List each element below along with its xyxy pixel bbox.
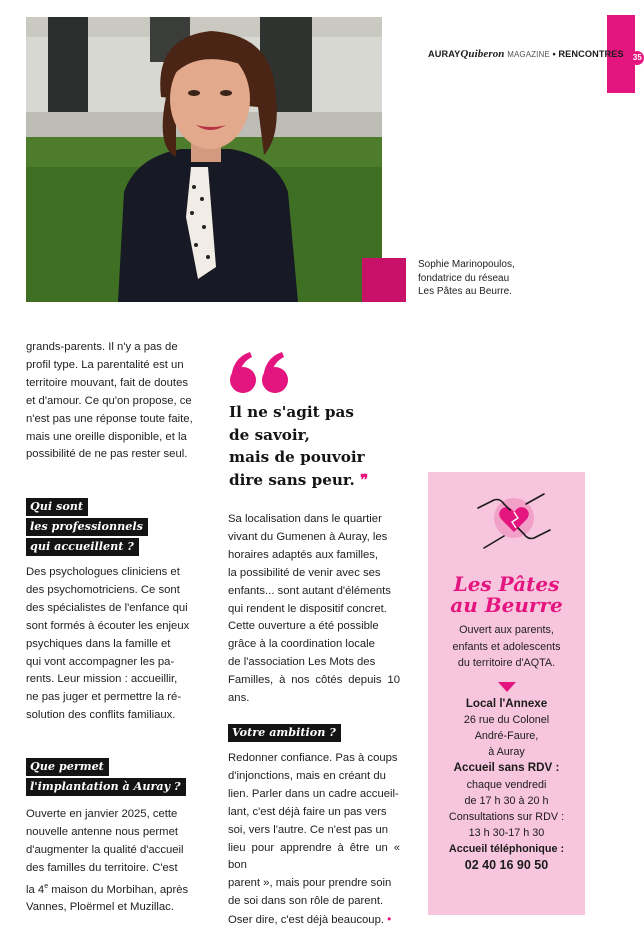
text-line: et d'amour. Ce qu'on propose, ce: [26, 394, 192, 407]
question-line: Que permet: [26, 758, 109, 776]
text-fragment: Oser dire, c'est déjà beaucoup.: [228, 914, 385, 927]
text-line: n'est pas une réponse toute faite,: [26, 412, 193, 425]
quote-line-text: dire sans peur.: [229, 470, 355, 489]
text-fragment: la 4: [26, 883, 45, 896]
question-line: les professionnels: [26, 518, 148, 536]
quote-line: Il ne s'agit pas: [229, 403, 354, 421]
phone-title: Accueil téléphonique :: [448, 842, 565, 855]
text-line: horaires adaptés aux familles,: [228, 548, 379, 561]
text-line: nouvelle antenne nous permet: [26, 825, 178, 838]
caption-line: fondatrice du réseau: [418, 272, 510, 284]
text-line: parent », mais pour prendre soin: [228, 877, 392, 890]
brand-magazine: MAGAZINE: [507, 50, 550, 59]
photo-caption: [418, 258, 538, 299]
sidebar-description: [428, 622, 585, 672]
text-line: Des psychologues cliniciens et: [26, 566, 180, 578]
caption-line: Les Pâtes au Beurre.: [418, 286, 512, 297]
magazine-header: [428, 48, 642, 65]
title-line: au Beurre: [450, 593, 563, 617]
text-line: possibilité de ne pas rester seul.: [26, 448, 188, 461]
text-line: soi, vers l'autre. Ce n'est pas un: [228, 823, 389, 836]
question-line: qui accueillent ?: [26, 538, 139, 556]
text-line: psychiques dans la famille et: [26, 637, 171, 650]
brand-auray: AURAY: [428, 49, 461, 59]
question-line: l'implantation à Auray ?: [26, 778, 186, 796]
text-line: qui rendent le dispositif concret.: [228, 602, 387, 615]
end-dot-icon: •: [387, 912, 392, 927]
quote-open-icon: [228, 350, 292, 394]
text-line: la possibilité de venir avec ses: [228, 566, 381, 579]
text-line: Vannes, Ploërmel et Muzillac.: [26, 901, 174, 914]
text-line: enfants... sont autant d'éléments: [228, 584, 391, 597]
question-heading-professionals: [26, 497, 206, 557]
text-line: d'injonctions, mais en créant du: [228, 769, 386, 782]
text-line: rents. Leur mission : accueillir,: [26, 673, 178, 686]
consult-line: 13 h 30-17 h 30: [468, 826, 545, 839]
text-line: des familles du territoire. C'est: [26, 861, 178, 874]
walkin-title: Accueil sans RDV :: [453, 761, 560, 774]
text-line: [26, 878, 202, 900]
answer-ambition: [228, 750, 400, 930]
caption-line: Sophie Marinopoulos,: [418, 259, 515, 270]
address-line: André-Faure,: [474, 730, 539, 742]
consult-line: Consultations sur RDV :: [448, 810, 565, 823]
text-line: d'augmenter la qualité d'accueil: [26, 843, 184, 856]
question-heading-ambition: [228, 723, 341, 743]
desc-line: Ouvert aux parents,: [459, 624, 554, 636]
desc-line: enfants et adolescents: [452, 640, 561, 653]
section-name: • RENCONTRES: [552, 49, 624, 59]
text-line: lant, c'est déjà faire un pas vers: [228, 805, 387, 818]
text-line: de l'association Les Mots des: [228, 656, 376, 669]
text-line: grâce à la coordination locale: [228, 638, 375, 651]
desc-line: du territoire d'AQTA.: [457, 657, 556, 669]
text-line: Sa localisation dans le quartier: [228, 513, 382, 525]
ordinal-suffix: e: [44, 882, 49, 890]
text-line: qui vont accompagner les pa-: [26, 655, 175, 668]
pull-quote: [229, 401, 404, 491]
walkin-line: chaque vendredi: [466, 778, 547, 791]
text-line: [228, 911, 400, 930]
text-line: Familles, à nos côtés depuis 10 ans.: [228, 674, 400, 705]
text-line: Cette ouverture a été possible: [228, 620, 379, 633]
portrait-illustration: [26, 17, 382, 302]
portrait-photo: [26, 17, 382, 302]
location-paragraph: [228, 511, 400, 708]
text-fragment: maison du Morbihan, après: [51, 883, 189, 896]
text-line: sont formés à écouter les enjeux: [26, 619, 190, 632]
address-line: à Auray: [488, 746, 525, 758]
sidebar-title: [428, 574, 585, 616]
brand-quiberon: Quiberon: [460, 48, 505, 60]
text-line: Ouverte en janvier 2025, cette: [26, 808, 178, 820]
intro-paragraph: [26, 339, 202, 464]
answer-professionals: [26, 564, 202, 725]
text-line: de soi dans son rôle de parent.: [228, 895, 384, 908]
walkin-line: de 17 h 30 à 20 h: [464, 794, 549, 807]
column-left: [26, 339, 202, 464]
text-line: lieu pour apprendre à être un « bon: [228, 841, 400, 872]
text-line: des psychomotriciens. Ce sont: [26, 583, 180, 596]
text-line: Redonner confiance. Pas à coups: [228, 752, 398, 764]
text-line: territoire mouvant, fait de doutes: [26, 376, 189, 389]
text-line: ne pas juger et permettre la ré-: [26, 691, 182, 704]
question-heading-auray: [26, 757, 216, 797]
question-line: Qui sont: [26, 498, 88, 516]
text-line: des spécialistes de l'enfance qui: [26, 601, 188, 614]
answer-auray: [26, 806, 202, 917]
text-line: solution des conflits familiaux.: [26, 709, 176, 722]
heart-hands-logo-icon: [474, 488, 554, 556]
text-line: lien. Parler dans un cadre accueil-: [228, 787, 399, 800]
page-number: 35: [630, 51, 644, 65]
address-line: 26 rue du Colonel: [463, 714, 550, 726]
text-line: grands-parents. Il n'y a pas de: [26, 341, 178, 353]
text-line: vivant du Gumenen à Auray, les: [228, 530, 388, 543]
title-line: Les Pâtes: [453, 572, 560, 596]
caption-color-block: [362, 258, 406, 302]
question-line: Votre ambition ?: [228, 724, 341, 742]
text-line: profil type. La parentalité est un: [26, 358, 184, 371]
quote-line: [229, 469, 404, 492]
down-arrow-icon: [498, 682, 516, 692]
phone-number: 02 40 16 90 50: [464, 857, 549, 872]
quote-close-icon: ❞: [360, 470, 369, 489]
quote-line: mais de pouvoir: [229, 448, 365, 467]
quote-line: de savoir,: [229, 425, 310, 444]
location-title: Local l'Annexe: [465, 696, 548, 710]
text-line: mais une oreille disponible, et la: [26, 430, 187, 443]
